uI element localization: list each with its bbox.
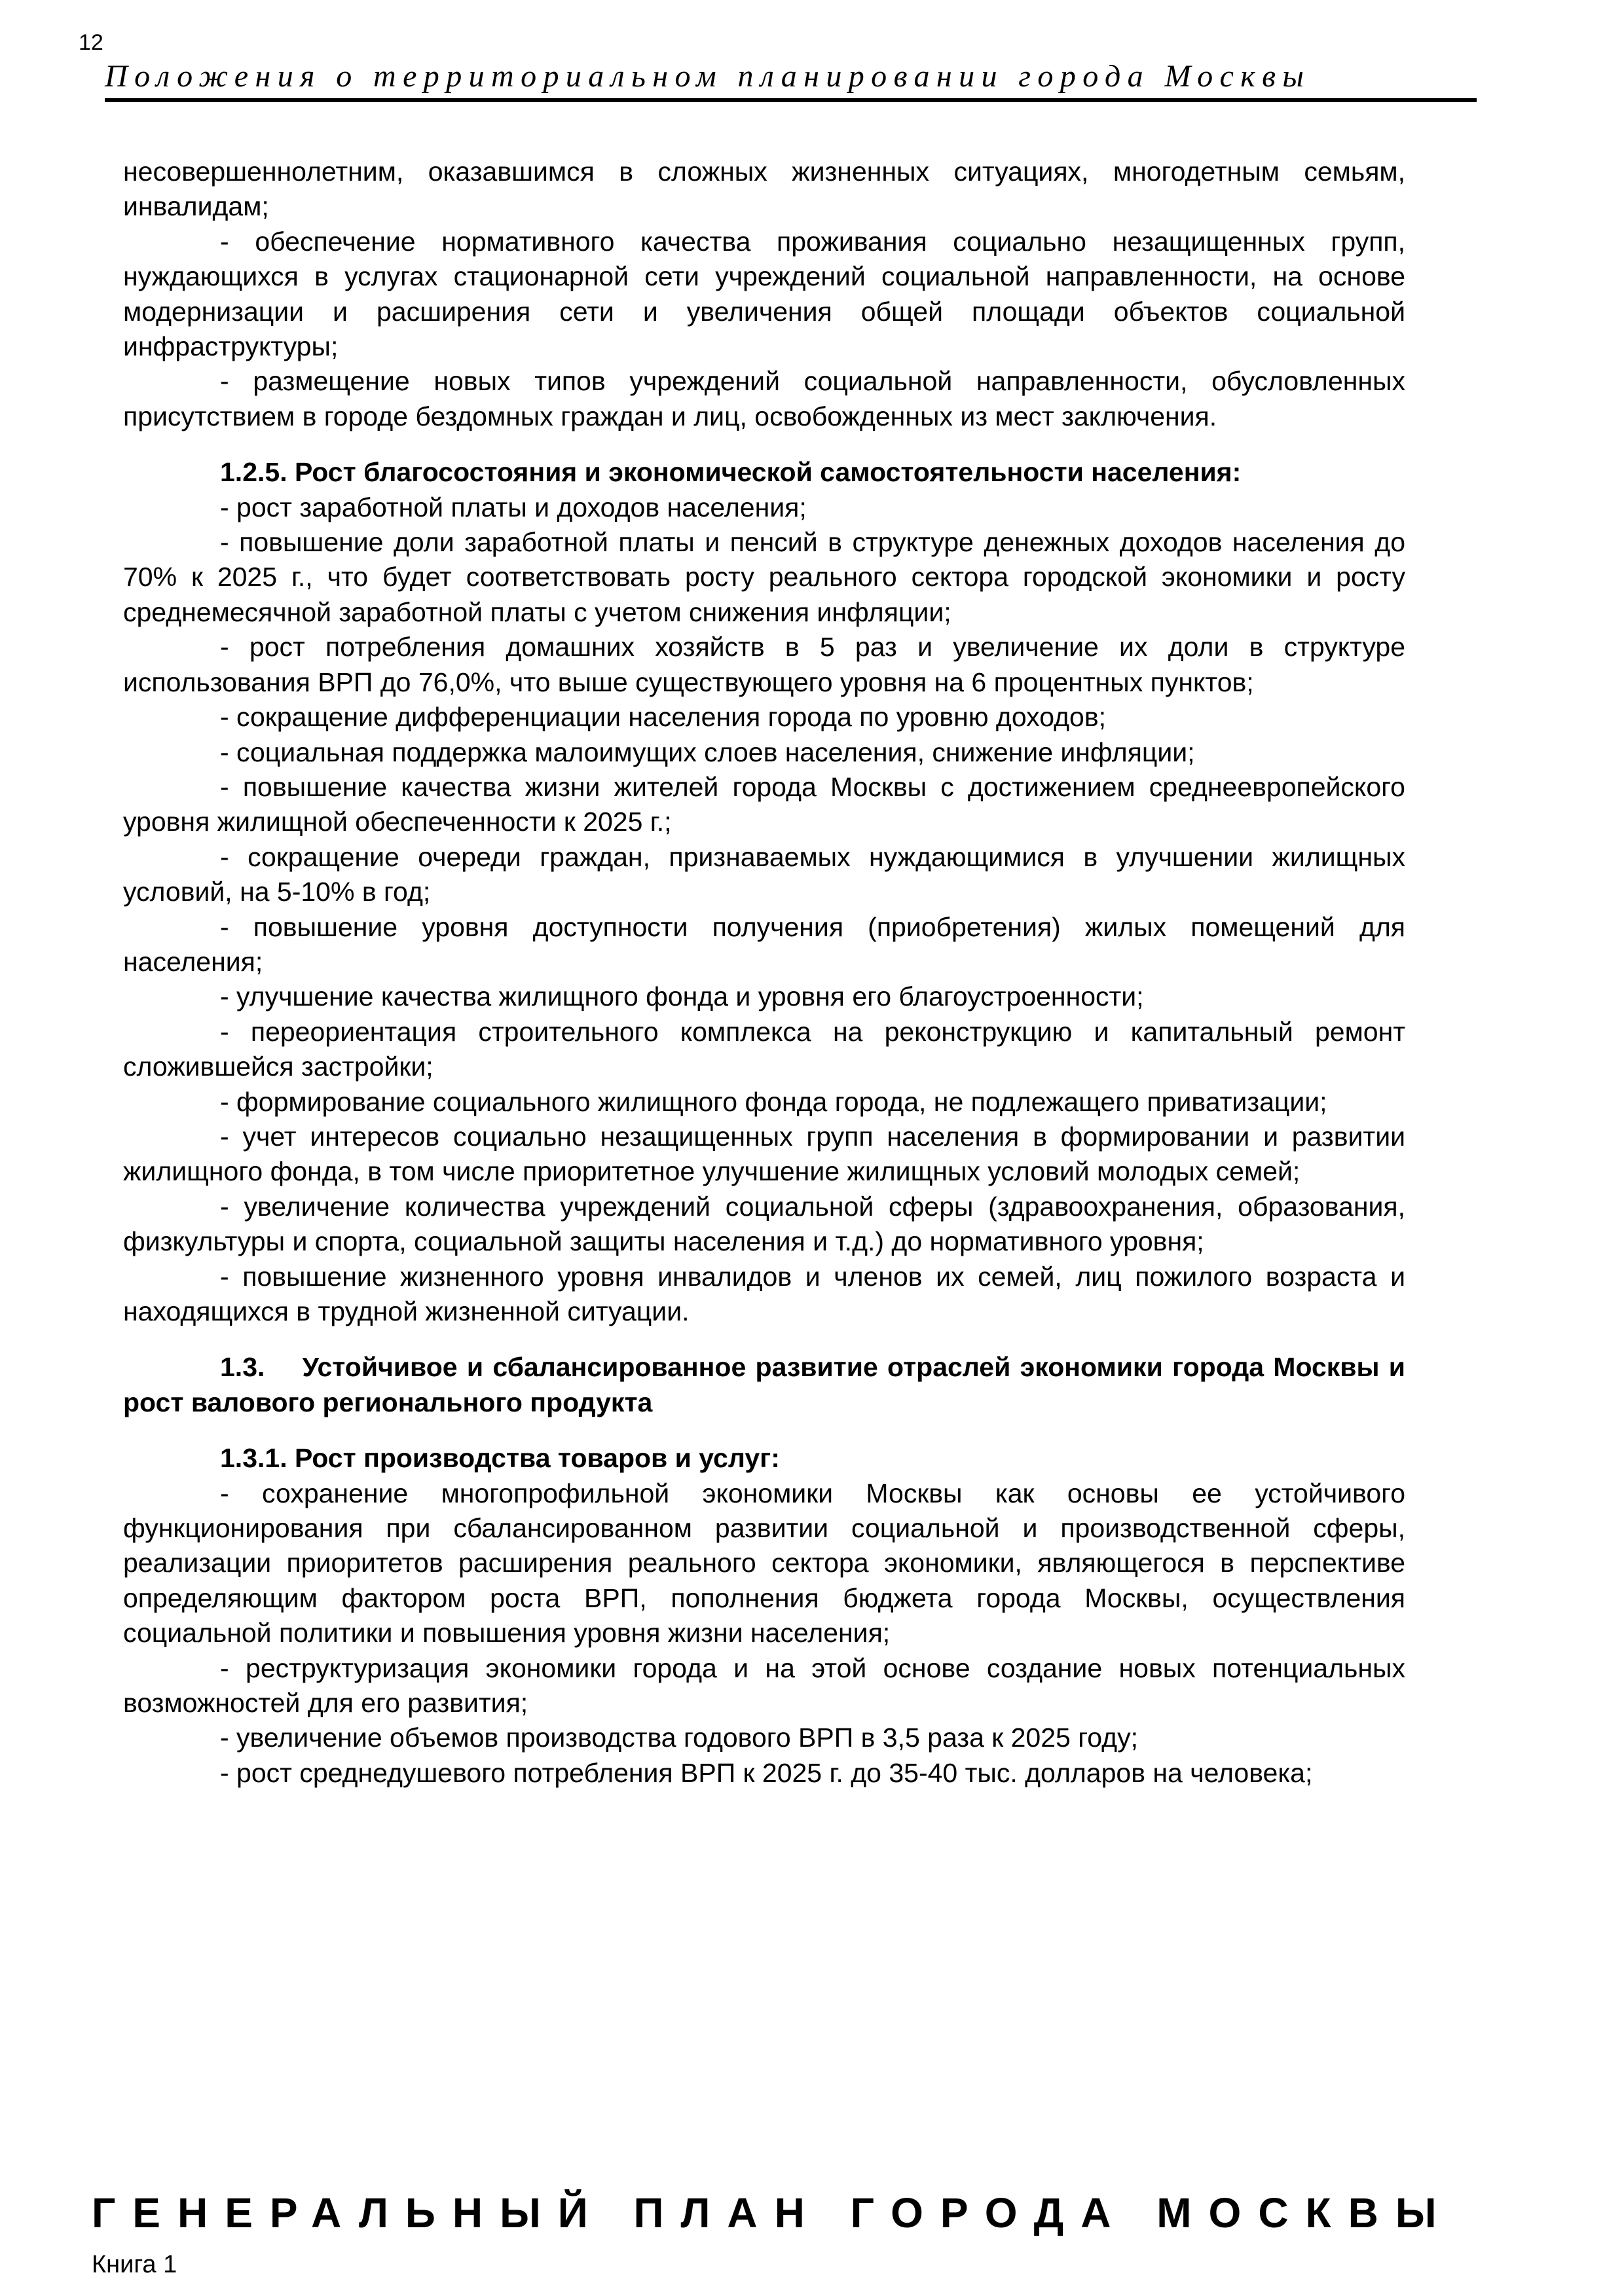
- page-number: 12: [79, 30, 103, 55]
- list-item: - увеличение количества учреждений социальной сферы (здравоохранения, образования, физкультуры и спорта, социальной защиты населения и т.д.) до нормативного уровня;: [123, 1191, 1405, 1257]
- section-heading-1-3-1: 1.3.1. Рост производства товаров и услуг:: [220, 1443, 780, 1474]
- list-item: - повышение уровня доступности получения (приобретения) жилых помещений для населения;: [123, 911, 1405, 977]
- list-item: - повышение качества жизни жителей города Москвы с достижением среднеевропейского уровня жилищной обеспеченности к 2025 г.;: [123, 771, 1405, 837]
- list-item: - сохранение многопрофильной экономики Москвы как основы ее устойчивого функционирования при сбалансированном развитии социальной и производственной сферы, реализации приоритетов расширения реального сектора экономики, являющегося в перспективе определяющим фактором роста ВРП, пополнения бюджета города Москвы, осуществления социальной политики и повышения уровня жизни населения;: [123, 1478, 1405, 1649]
- list-item: - улучшение качества жилищного фонда и уровня его благоустроенности;: [220, 981, 1144, 1012]
- list-item: - рост среднедушевого потребления ВРП к 2025 г. до 35-40 тыс. долларов на человека;: [220, 1757, 1313, 1788]
- list-item: - повышение жизненного уровня инвалидов и членов их семей, лиц пожилого возраста и находящихся в трудной жизненной ситуации.: [123, 1261, 1405, 1326]
- footer-title: ГЕНЕРАЛЬНЫЙ ПЛАН ГОРОДА МОСКВЫ: [92, 2189, 1454, 2236]
- list-item: - рост потребления домашних хозяйств в 5 раз и увеличение их доли в структуре использования ВРП до 76,0%, что выше существующего уровня на 6 процентных пунктов;: [123, 632, 1405, 697]
- document-body: [123, 155, 1413, 1791]
- list-item: - повышение доли заработной платы и пенсий в структуре денежных доходов населения до 70% к 2025 г., что будет соответствовать росту реального сектора городской экономики и росту среднемесячной заработной платы с учетом снижения инфляции;: [123, 527, 1405, 627]
- running-header-title: Положения о территориальном планировании города Москвы: [105, 59, 1311, 94]
- section-heading-1-3: 1.3. Устойчивое и сбалансированное развитие отраслей экономики города Москвы и рост валового регионального продукта: [123, 1352, 1413, 1417]
- list-item: - рост заработной платы и доходов населения;: [220, 492, 807, 522]
- list-item: - сокращение дифференциации населения города по уровню доходов;: [220, 702, 1106, 733]
- header-divider: [105, 98, 1477, 102]
- footer-book-label: Книга 1: [92, 2251, 177, 2278]
- list-item: - сокращение очереди граждан, признаваемых нуждающимися в улучшении жилищных условий, на 5-10% в год;: [123, 841, 1405, 907]
- list-item: - переориентация строительного комплекса на реконструкцию и капитальный ремонт сложившейся застройки;: [123, 1016, 1405, 1082]
- intro-continuation: несовершеннолетним, оказавшимся в сложных жизненных ситуациях, многодетным семьям, инвалидам;: [123, 156, 1405, 222]
- list-item: - обеспечение нормативного качества проживания социально незащищенных групп, нуждающихся в услугах стационарной сети учреждений социальной направленности, на основе модернизации и расширения сети и увеличения общей площади объектов социальной инфраструктуры;: [123, 226, 1405, 362]
- list-item: - реструктуризация экономики города и на этой основе создание новых потенциальных возможностей для его развития;: [123, 1652, 1405, 1719]
- list-item: - увеличение объемов производства годового ВРП в 3,5 раза к 2025 году;: [220, 1722, 1138, 1753]
- list-item: - учет интересов социально незащищенных групп населения в формировании и развитии жилищного фонда, в том числе приоритетное улучшение жилищных условий молодых семей;: [123, 1121, 1405, 1187]
- section-heading-1-2-5: 1.2.5. Рост благосостояния и экономической самостоятельности населения:: [220, 457, 1242, 488]
- list-item: - формирование социального жилищного фонда города, не подлежащего приватизации;: [220, 1086, 1327, 1117]
- list-item: - социальная поддержка малоимущих слоев населения, снижение инфляции;: [220, 737, 1195, 767]
- list-item: - размещение новых типов учреждений социальной направленности, обусловленных присутствием в городе бездомных граждан и лиц, освобожденных из мест заключения.: [123, 366, 1405, 431]
